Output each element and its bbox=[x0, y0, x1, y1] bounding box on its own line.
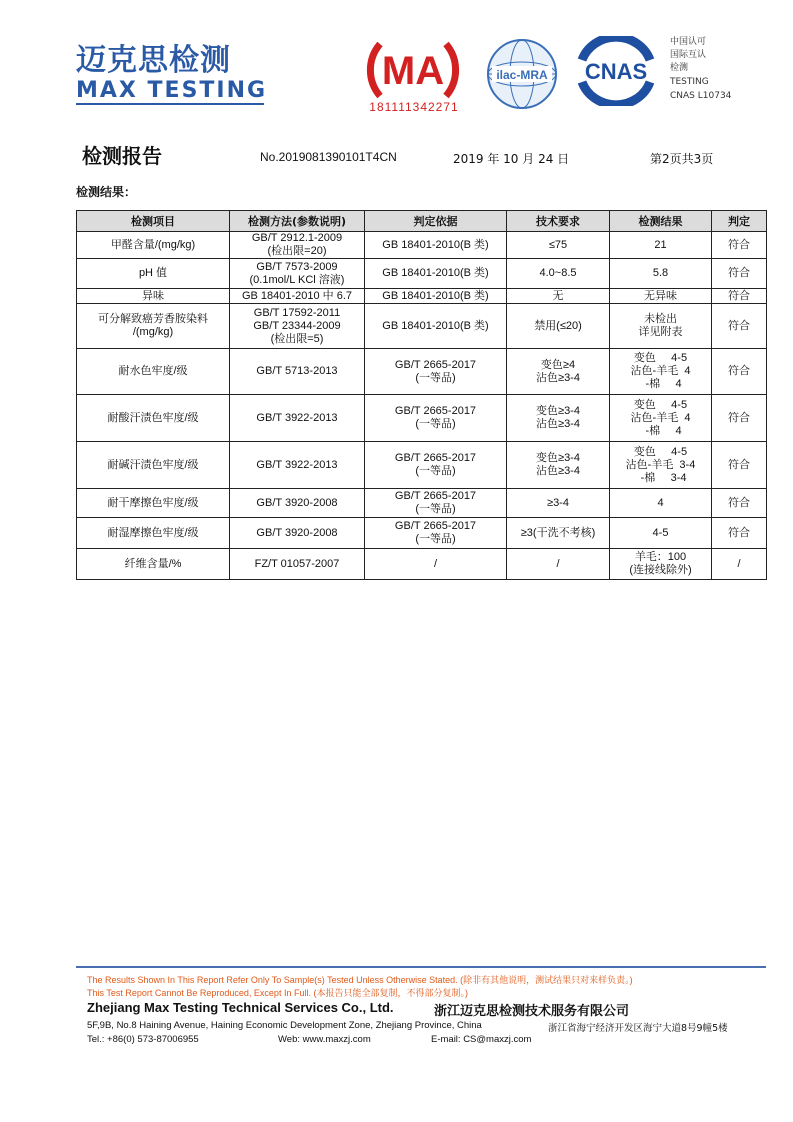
table-cell: 4.0~8.5 bbox=[507, 259, 610, 289]
table-cell: GB/T 2912.1-2009 (检出限=20) bbox=[230, 232, 365, 259]
ilac-globe-icon bbox=[484, 36, 560, 112]
table-cell: 耐水色牢度/级 bbox=[77, 349, 230, 395]
cert-line: 中国认可 bbox=[670, 37, 707, 47]
table-cell: 变色 4-5 沾色-羊毛 4 -棉 4 bbox=[610, 395, 712, 442]
cert-line: 国际互认 bbox=[670, 50, 707, 60]
table-cell: 符合 bbox=[712, 304, 767, 349]
table-cell: / bbox=[507, 549, 610, 580]
table-cell: GB/T 3920-2008 bbox=[230, 489, 365, 518]
footer-company-cn: 浙江迈克思检测技术服务有限公司 bbox=[434, 1004, 630, 1019]
table-cell: 符合 bbox=[712, 518, 767, 549]
footer-tel: Tel.: +86(0) 573-87006955 bbox=[87, 1034, 199, 1045]
table-cell: ≥3-4 bbox=[507, 489, 610, 518]
table-cell: 变色≥4 沾色≥3-4 bbox=[507, 349, 610, 395]
column-header: 判定 bbox=[712, 211, 767, 232]
section-heading: 检测结果： bbox=[76, 185, 137, 199]
table-cell: 甲醛含量/(mg/kg) bbox=[77, 232, 230, 259]
table-cell: 可分解致癌芳香胺染料 /(mg/kg) bbox=[77, 304, 230, 349]
column-header: 判定依据 bbox=[365, 211, 507, 232]
table-cell: GB/T 2665-2017 (一等品) bbox=[365, 349, 507, 395]
table-cell: 符合 bbox=[712, 289, 767, 304]
table-cell: / bbox=[365, 549, 507, 580]
table-header-row bbox=[77, 211, 767, 232]
table-cell: 异味 bbox=[77, 289, 230, 304]
table-cell: FZ/T 01057-2007 bbox=[230, 549, 365, 580]
footer-disclaimer: The Results Shown In This Report Refer Only To Sample(s) Tested Unless Otherwise Stated. (除非有其他说明，测试结果只对来样负责。) bbox=[87, 975, 633, 985]
cert-line: TESTING bbox=[670, 77, 709, 87]
table-cell: GB/T 3920-2008 bbox=[230, 518, 365, 549]
footer-web: Web: www.maxzj.com bbox=[278, 1034, 371, 1045]
table-cell: GB/T 3922-2013 bbox=[230, 442, 365, 489]
table-row bbox=[77, 489, 767, 518]
table-row bbox=[77, 442, 767, 489]
table-cell: 耐干摩擦色牢度/级 bbox=[77, 489, 230, 518]
footer-email: E-mail: CS@maxzj.com bbox=[431, 1034, 532, 1045]
table-cell: 符合 bbox=[712, 349, 767, 395]
ma-phone-number: 181111342271 bbox=[369, 100, 459, 114]
table-cell: / bbox=[712, 549, 767, 580]
table-cell: 无 bbox=[507, 289, 610, 304]
footer-address-en: 5F,9B, No.8 Haining Avenue, Haining Economic Development Zone, Zhejiang Province, China bbox=[87, 1020, 482, 1031]
table-cell: 耐碱汗渍色牢度/级 bbox=[77, 442, 230, 489]
report-date: 2019 年 10 月 24 日 bbox=[453, 152, 570, 166]
table-row bbox=[77, 289, 767, 304]
table-cell: GB/T 5713-2013 bbox=[230, 349, 365, 395]
table-cell: 耐湿摩擦色牢度/级 bbox=[77, 518, 230, 549]
column-header: 技术要求 bbox=[507, 211, 610, 232]
table-cell: GB/T 3922-2013 bbox=[230, 395, 365, 442]
table-cell: GB 18401-2010(B 类) bbox=[365, 289, 507, 304]
footer-company-en: Zhejiang Max Testing Technical Services Co., Ltd. bbox=[87, 1000, 394, 1015]
table-cell: GB/T 7573-2009 (0.1mol/L KCl 溶液) bbox=[230, 259, 365, 289]
table-cell: 变色 4-5 沾色-羊毛 3-4 -棉 3-4 bbox=[610, 442, 712, 489]
cnas-mark bbox=[570, 36, 660, 106]
cert-line: 检测 bbox=[670, 63, 689, 73]
table-cell: GB/T 2665-2017 (一等品) bbox=[365, 518, 507, 549]
table-cell: 符合 bbox=[712, 395, 767, 442]
table-row bbox=[77, 518, 767, 549]
table-cell: GB/T 2665-2017 (一等品) bbox=[365, 395, 507, 442]
table-cell: 符合 bbox=[712, 442, 767, 489]
table-cell: ≥3(干洗不考核) bbox=[507, 518, 610, 549]
table-cell: 符合 bbox=[712, 489, 767, 518]
table-cell: pH 值 bbox=[77, 259, 230, 289]
table-cell: 羊毛：100 (连接线除外) bbox=[610, 549, 712, 580]
table-cell: 无异味 bbox=[610, 289, 712, 304]
footer-disclaimer: This Test Report Cannot Be Reproduced, Except In Full. (本报告只能全部复制，不得部分复制。) bbox=[87, 988, 468, 998]
table-cell: 纤维含量/% bbox=[77, 549, 230, 580]
table-cell: 耐酸汗渍色牢度/级 bbox=[77, 395, 230, 442]
table-cell: 符合 bbox=[712, 232, 767, 259]
table-cell: GB/T 2665-2017 (一等品) bbox=[365, 442, 507, 489]
table-cell: GB 18401-2010(B 类) bbox=[365, 304, 507, 349]
table-cell: GB/T 2665-2017 (一等品) bbox=[365, 489, 507, 518]
company-logo-en: MAX TESTING bbox=[76, 78, 268, 103]
table-row bbox=[77, 349, 767, 395]
cnas-text: CNAS bbox=[584, 59, 648, 84]
footer-address-cn: 浙江省海宁经济开发区海宁大道8号9幢5楼 bbox=[548, 1023, 728, 1034]
table-cell: 未检出 详见附表 bbox=[610, 304, 712, 349]
table-cell: 变色≥3-4 沾色≥3-4 bbox=[507, 442, 610, 489]
table-cell: GB 18401-2010 中 6.7 bbox=[230, 289, 365, 304]
ma-seal-icon bbox=[358, 38, 468, 102]
ma-text: MA bbox=[381, 49, 445, 93]
table-cell: 4 bbox=[610, 489, 712, 518]
table-cell: 21 bbox=[610, 232, 712, 259]
table-row bbox=[77, 259, 767, 289]
page-number: 第2页共3页 bbox=[650, 152, 714, 166]
company-logo-cn: 迈克思检测 bbox=[76, 43, 231, 78]
table-row bbox=[77, 549, 767, 580]
column-header: 检测结果 bbox=[610, 211, 712, 232]
footer-divider bbox=[76, 966, 766, 968]
table-row bbox=[77, 304, 767, 349]
ilac-text: ilac-MRA bbox=[496, 68, 548, 82]
table-cell: 禁用(≤20) bbox=[507, 304, 610, 349]
table-row bbox=[77, 232, 767, 259]
table-cell: 5.8 bbox=[610, 259, 712, 289]
table-cell: 符合 bbox=[712, 259, 767, 289]
cert-line: CNAS L10734 bbox=[670, 91, 732, 101]
cnas-seal-icon bbox=[570, 36, 660, 106]
ilac-mra-mark bbox=[484, 36, 560, 112]
logo-underline bbox=[76, 103, 264, 105]
table-cell: ≤75 bbox=[507, 232, 610, 259]
table-row bbox=[77, 395, 767, 442]
table-cell: GB 18401-2010(B 类) bbox=[365, 259, 507, 289]
table-cell: GB/T 17592-2011 GB/T 23344-2009 (检出限=5) bbox=[230, 304, 365, 349]
table-cell: 4-5 bbox=[610, 518, 712, 549]
results-table bbox=[76, 210, 767, 580]
table-cell: 变色 4-5 沾色-羊毛 4 -棉 4 bbox=[610, 349, 712, 395]
table-cell: GB 18401-2010(B 类) bbox=[365, 232, 507, 259]
column-header: 检测项目 bbox=[77, 211, 230, 232]
column-header: 检测方法(参数说明) bbox=[230, 211, 365, 232]
report-title: 检测报告 bbox=[82, 144, 162, 168]
table-cell: 变色≥3-4 沾色≥3-4 bbox=[507, 395, 610, 442]
report-number: No.2019081390101T4CN bbox=[260, 150, 397, 164]
